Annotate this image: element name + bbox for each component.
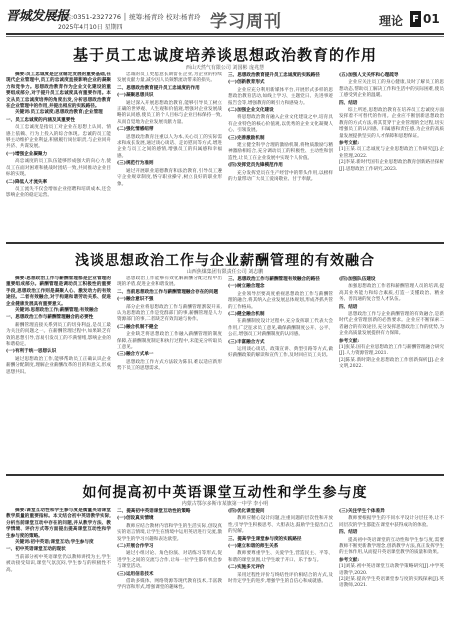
article-byline: 山西焦煤集团有限责任公司 刘志鹏 — [186, 269, 264, 275]
body-paragraph: 将思想政治教育融入企业文化建设之中,培育具有企业特色的核心价值观,以优秀的企业文化凝聚人心、引领发展。 — [228, 115, 333, 134]
abstract-paragraph: 摘要:员工忠诚度是企业稳定发展的重要基础,在现代企业管理中,员工的忠诚度直接影响企业的凝聚力和竞争力。思想政治教育作为企业文化建设的重要组成部分,对于提升员工忠诚度具有重要作用。本文从员工忠诚度培养的角度出发,分析思想政治教育在企业管理中的作用,并提出相应的实践路径。 — [6, 72, 111, 110]
body-paragraph: 部分企业将思想政治工作与薪酬管理割裂开来,认为思想政治工作是党群部门的事,薪酬管理是人力资源部门的事,二者缺乏有效沟通与协作。 — [117, 304, 222, 323]
body-paragraph: 教师应结合教材内容和学生的生活实际,创设真实的语言情境,让学生在情境中运用英语进行交流,激发学生的学习兴趣和表达欲望。 — [117, 523, 222, 542]
body-paragraph: 企业应关注员工的身心健康,及时了解员工的思想动态,帮助员工解决工作和生活中的实际困难,使员工感受到企业的温暖。 — [339, 80, 444, 99]
section-subheading: 一、初中英语课堂互动的现状 — [6, 547, 66, 553]
text-column — [6, 72, 111, 238]
body-paragraph: 薪酬管理直接关系到员工的切身利益,是员工最为关注的问题之一。在薪酬管理过程中,如果缺乏有效的思想引导,容易引发员工的不满情绪,影响企业的和谐稳定。 — [6, 322, 111, 348]
body-paragraph: 采用过程性评价与终结性评价相结合的方式,及时肯定学生的进步,增强学生的自信心和成就感。 — [228, 572, 333, 585]
section-subheading: (一)凝聚思想共识 — [117, 93, 154, 99]
section-subheading: (二)开展合作学习 — [117, 544, 154, 550]
body-paragraph: 综上所述,思想政治教育在培养员工忠诚度方面发挥着不可替代的作用。企业应不断创新思想政治教育的方式方法,将其贯穿于企业管理的全过程,切实增强员工的认同感、归属感和责任感,为企业的高质量发展提供坚实的人才保障和思想保证。 — [339, 108, 444, 139]
section-subheading: (一)创新教育形式 — [228, 80, 265, 86]
section-subheading: (三)运用信息技术 — [117, 571, 154, 577]
text-column — [228, 72, 333, 238]
body-paragraph: 忠诚的员工更愿意长期留在企业,为企业的持续发展贡献力量,减少因人员频繁流动带来的损失。 — [117, 72, 222, 84]
article-english-classroom — [6, 480, 444, 636]
body-paragraph: 教师应精心设计问题,注重问题的层次性和开放性,引导学生积极思考、大胆表达,鼓励学生提出自己的见解。 — [228, 516, 333, 535]
body-paragraph: 员工流失不仅会增加企业招聘和培训成本,还会影响企业的稳定运营。 — [6, 186, 111, 199]
newspaper-logo: 晋城发展报 — [6, 9, 69, 24]
section-label: 理论 — [379, 14, 404, 28]
references-heading: 参考文献: — [339, 557, 360, 563]
references-heading: 参考文献: — [339, 338, 360, 344]
section-subheading: 二、当前思想政治工作与薪酬管理融合存在的问题 — [117, 289, 219, 295]
body-paragraph: 通过小组讨论、角色扮演、对话练习等形式,促进学生之间的交流与合作,让每一位学生都有机会参与课堂活动。 — [117, 551, 222, 570]
body-paragraph: 当前部分初中英语课堂仍以教师讲授为主,学生被动接受知识,课堂气氛沉闷,学生参与的积极性不高。 — [6, 554, 111, 573]
section-subheading: (一)建立和谐的师生关系 — [228, 544, 279, 550]
section-subheading: (三)规范行为准则 — [117, 161, 154, 167]
body-paragraph: 思想政治工作能够有效化解薪酬分配过程中出现的矛盾,促进企业和谐发展。 — [117, 276, 222, 288]
section-subheading: 三、思想政治工作与薪酬管理有效融合的路径 — [228, 277, 320, 282]
issue-date: 2025年4月10日 星期四 — [58, 24, 123, 31]
masthead-divider — [6, 33, 444, 35]
section-subheading: (四)优化课堂提问 — [228, 509, 265, 514]
body-paragraph: 通过深入开展思想政治教育,能够引导员工树立正确的世界观、人生观和价值观,增强对企业发展战略的认同感,使员工的个人目标与企业目标保持一致,从而自觉地为企业发展贡献力量。 — [117, 100, 222, 125]
text-column — [339, 508, 444, 634]
section-subheading: 四、结语 — [339, 530, 358, 536]
reference-entry: [2]李某.新时代国有企业思想政治教育创新路径探析[J].思想政治工作研究,2023. — [339, 160, 444, 172]
body-paragraph: 通过思想政治工作,能够帮助员工正确认识企业薪酬分配制度,理解企业薪酬改革的目的和意义,形成思想共识。 — [6, 356, 111, 375]
abstract-paragraph: 摘要:思想政治工作与薪酬管理都是企业管理的重要组成部分。薪酬管理是调动员工积极性的重要手段,思想政治工作则是凝聚人心、激发动力的有效途径。二者有效融合,对于构建和谐劳动关系、促进企业健康发展具有重要意义。 — [6, 276, 111, 307]
body-paragraph: 加强思想政治工作者和薪酬管理人员的培训,提高其业务能力和综合素质,打造一支懂政治、精业务、善沟通的复合型人才队伍。 — [339, 284, 444, 303]
section-subheading: (二)实施多元评价 — [228, 565, 265, 571]
section-subheading: 一、思想政治工作与薪酬管理融合的必要性 — [6, 315, 94, 321]
body-paragraph: 运用谈心谈话、政策宣讲、典型引路等方式,做好薪酬政策的解读和宣传工作,及时回应员工关切。 — [228, 347, 333, 359]
body-paragraph: 通过开展职业道德教育和法治教育,引导员工遵守企业规章制度,恪守职业操守,树立良好的职业形象。 — [117, 168, 222, 187]
article-divider — [6, 242, 444, 244]
section-subheading: 三、思想政治教育提升员工忠诚度的实践路径 — [228, 73, 320, 78]
section-subheading: (一)融合意识不强 — [117, 297, 154, 303]
section-subheading: (二)强化情感纽带 — [117, 127, 154, 133]
section-subheading: 四、结语 — [339, 304, 358, 310]
article-body — [6, 276, 444, 470]
body-paragraph: 教师要根据学生的不同水平设计分层任务,让不同层次的学生都能在课堂中获得成功的体验。 — [339, 516, 444, 528]
body-paragraph: 思想政治教育注重以人为本,关心员工的实际需求和成长发展,通过谈心谈话、走访慰问等方式,增进企业与员工之间的感情,增强员工的归属感和幸福感。 — [117, 134, 222, 159]
section-subheading: 二、思想政治教育提升员工忠诚度的作用 — [117, 85, 200, 91]
section-subheading: (二)加强企业文化建设 — [228, 108, 274, 114]
section-subheading: (二)降低人才流失率 — [6, 179, 48, 185]
section-subheading: (二)融合机制不健全 — [117, 324, 159, 330]
reference-entry: [1]王某.员工忠诚度与企业思想政治工作研究[J].企业管理,2022. — [339, 147, 444, 159]
text-column — [339, 276, 444, 470]
reference-entry: [2]陈某.新时期企业思想政治工作创新探析[J].企业文明,2022. — [339, 357, 444, 370]
text-column — [339, 72, 444, 238]
article-body — [6, 508, 444, 634]
body-paragraph: 企业缺乏将思想政治工作融入薪酬管理的制度保障,在薪酬制度制定和执行过程中,未能充分听取员工意见。 — [117, 332, 222, 351]
body-paragraph: 在薪酬制度设计过程中,充分发挥职工代表大会作用,广泛征求员工意见,确保薪酬制度公开、公平、公正,增强员工对薪酬制度的认同感。 — [228, 319, 333, 338]
column-title: 学习周刊 — [210, 12, 282, 32]
article-headline: 如何提高初中英语课堂互动性和学生参与度 — [82, 485, 368, 501]
article-salary-management — [6, 248, 444, 472]
text-column — [117, 72, 222, 238]
abstract-paragraph: 摘要:课堂互动性和学生参与度是衡量英语课堂教学质量的重要指标。本文结合初中英语教学实际,分析当前课堂互动中存在的问题,并从教学方法、教学情境、评价方式等方面提出提高课堂互动性和学生参与度的策略。 — [6, 508, 111, 539]
body-paragraph: 提高初中英语课堂的互动性和学生参与度,需要教师不断更新教学理念,创新教学方法,真正发挥学生的主体作用,从而提升英语课堂教学的质量和效果。 — [339, 537, 444, 556]
article-byline: 内蒙古鄂尔多斯市某旗第一中学 李小明 — [181, 501, 269, 507]
section-subheading: (四)加强队伍建设 — [339, 277, 376, 282]
section-subheading: (三)关注学生个体差异 — [339, 509, 385, 514]
article-byline: 西山天然气有限公司 刘国彬 庞兆慧 — [185, 65, 265, 71]
body-paragraph: 企业应充分利用新媒体平台,开展形式多样的思想政治教育活动,如线上学习、主题党日、先进事迹报告会等,增强教育的吸引力和感染力。 — [228, 87, 333, 106]
body-paragraph: 借助多媒体、网络资源等现代教育技术,丰富教学内容和形式,增强课堂的趣味性。 — [117, 579, 222, 591]
section-subheading: (三)融合方式单一 — [117, 352, 154, 358]
article-headline: 基于员工忠诚度培养谈思想政治教育的作用 — [72, 46, 377, 64]
section-subheading: 二、提高初中英语课堂互动性的策略 — [117, 509, 191, 514]
section-subheading: (五)加强人文关怀和心理疏导 — [339, 73, 399, 78]
section-subheading: (四)发挥党员先锋模范作用 — [228, 163, 283, 169]
section-subheading: (一)创设真实情境 — [117, 516, 154, 522]
masthead-divider-thin — [6, 36, 444, 37]
body-paragraph: 建立健全科学合理的激励机制,将物质激励与精神激励相结合,充分调动员工的积极性、主动性和创造性,让员工在企业发展中实现个人价值。 — [228, 143, 333, 161]
text-column — [6, 508, 111, 634]
text-column — [117, 276, 222, 470]
text-column — [228, 508, 333, 634]
section-subheading: (一)增强企业凝聚力 — [6, 151, 48, 157]
abstract-paragraph: 关键词:初中英语;课堂互动;学生参与度 — [15, 540, 94, 546]
section-subheading: 三、提高学生课堂参与度的实践路径 — [228, 536, 302, 542]
text-column — [228, 276, 333, 470]
article-headline: 浅谈思想政治工作与企业薪酬管理的有效融合 — [75, 253, 375, 269]
references-heading: 参考文献: — [339, 141, 360, 147]
section-subheading: (一)有利于统一思想认识 — [6, 349, 57, 355]
contact-line: 电话:0351-2327276 │ 统筹:杨青玲 校对:杨青玲 — [58, 13, 201, 21]
body-paragraph: 思想政治工作方式方法较为陈旧,难以适应新形势下员工的思想需求。 — [117, 359, 222, 372]
page-number: 01 — [423, 12, 440, 26]
text-column — [117, 508, 222, 634]
section-subheading: 四、结语 — [339, 100, 358, 106]
section-subheading: (一)树立融合理念 — [228, 284, 265, 290]
body-paragraph: 高忠诚度的员工队伍能够形成强大的向心力,使员工在面对困难和挑战时团结一致,共同推动企业目标的实现。 — [6, 159, 111, 178]
article-employee-loyalty — [6, 40, 444, 240]
body-paragraph: 思想政治工作与企业薪酬管理的有效融合,是新时代企业管理创新的必然要求。企业应不断探索二者融合的有效途径,充分发挥思想政治工作的优势,为企业高质量发展提供有力保障。 — [339, 312, 444, 337]
body-paragraph: 企业领导层要高度重视思想政治工作与薪酬管理的融合,将其纳入企业发展总体规划,形成齐抓共管的工作格局。 — [228, 291, 333, 310]
article-body — [6, 72, 444, 238]
section-subheading: (三)丰富融合方式 — [228, 339, 265, 345]
body-paragraph: 员工忠诚度是指员工对企业在思想上认同、情感上依赖、行为上投入的综合体现。忠诚的员工能够主动维护企业利益,积极履行岗位职责,与企业同舟共济、共谋发展。 — [6, 125, 111, 150]
body-paragraph: 充分发挥党员在生产经营中的带头作用,以榜样的力量带动广大员工爱岗敬业、甘于奉献。 — [228, 170, 333, 183]
abstract-paragraph: 关键词:思想政治工作;薪酬管理;有效融合 — [15, 308, 99, 314]
article-divider — [6, 474, 444, 476]
section-subheading: (二)健全融合机制 — [228, 312, 265, 318]
reference-entry: [1]张某.国有企业思想政治工作与薪酬管理融合研究[J].人力资源管理,2021. — [339, 345, 444, 357]
page-letter: F — [410, 11, 421, 27]
section-subheading: 一、员工忠诚度的内涵及其重要性 — [6, 117, 75, 123]
reference-entry: [2]赵某.提高学生英语课堂参与度的实践探索[J].英语教师,2021. — [339, 577, 444, 589]
body-paragraph: 教师要尊重学生、关爱学生,营造民主、平等、和谐的课堂氛围,让学生敢于开口、乐于参与。 — [228, 551, 333, 563]
page-badge — [410, 10, 444, 28]
text-column — [6, 276, 111, 470]
section-subheading: (三)完善激励机制 — [228, 135, 265, 141]
abstract-paragraph: 关键词:员工忠诚度;思想政治教育;企业管理 — [15, 110, 103, 116]
reference-entry: [1]刘某.初中英语课堂互动教学策略研究[J].中学英语教学,2020. — [339, 564, 444, 576]
masthead — [6, 3, 444, 33]
